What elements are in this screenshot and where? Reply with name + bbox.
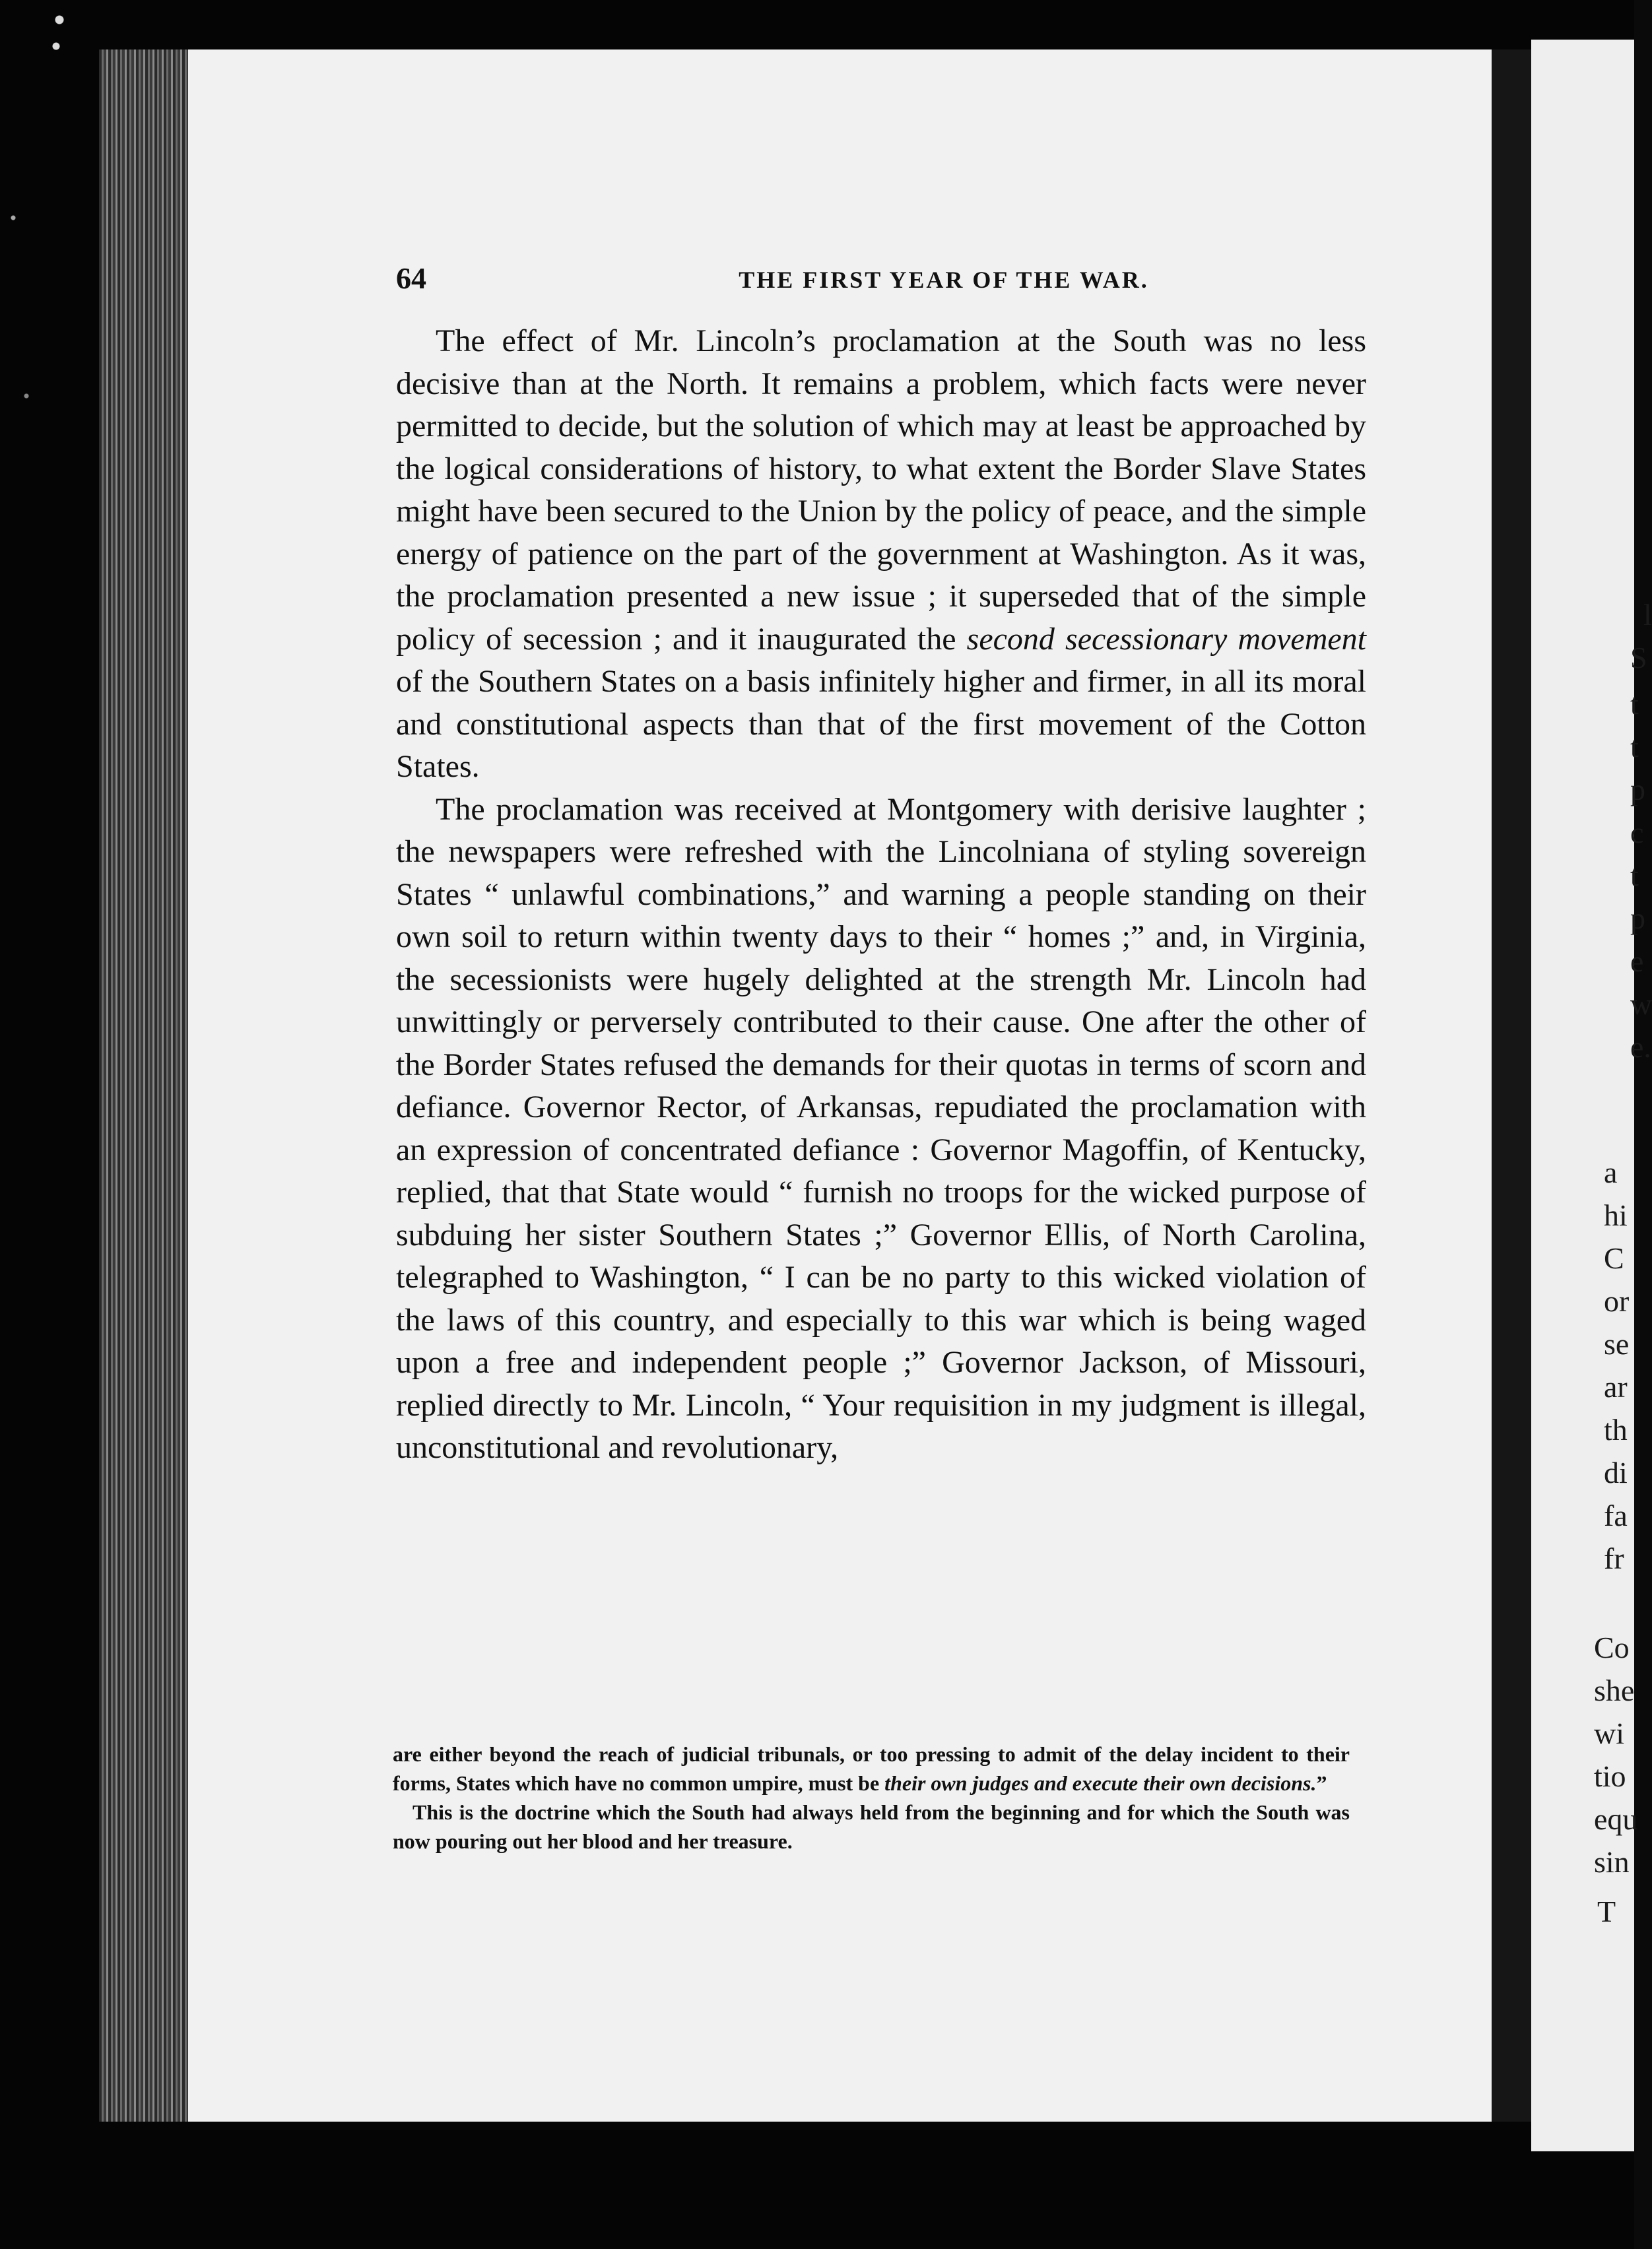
facing-page-text: fa (1604, 1499, 1628, 1532)
paragraph-1: The effect of Mr. Lincoln’s proclamation at the South was no less decisive than at the North. It remains a problem, which facts were never permitted to decide, but the solution of which may at least be approached by the logical considerations of history, to what extent the Border Slave States might have been secured to the Union by the policy of peace, and the simple energy of patience on the part of the government at Washington. As it was, the proclamation presented a new issue ; it superseded that of the simple policy of secession ; and it inaugurated the second secessionary movement of the Southern States on a basis infinitely higher and firmer, in all its moral and constitutional aspects than that of the first movement of the Cotton States. (396, 323, 1366, 784)
facing-page-fragment (1531, 40, 1652, 2151)
facing-page-text: th (1604, 1413, 1628, 1447)
facing-page-text: hi (1604, 1198, 1628, 1232)
facing-page-text: l (1643, 598, 1652, 632)
scan-edge-noise (0, 0, 99, 2249)
facing-page-text: wi (1594, 1716, 1624, 1750)
facing-page-text: she (1594, 1674, 1635, 1707)
page-gutter (1492, 49, 1531, 2122)
facing-page-text: e (1630, 944, 1644, 978)
facing-page-text: se (1604, 1327, 1630, 1361)
facing-page-text: ar (1604, 1370, 1628, 1404)
paragraph-2: The proclamation was received at Montgomery with derisive laughter ; the newspapers were refreshed with the Lincolniana of styling sovereign States “ unlawful combinations,” and warning a people standing on their own soil to return within twenty days to their “ homes ;” and, in Virginia, the secessionists were hugely delighted at the strength Mr. Lincoln had unwittingly or perversely contributed to their cause. One after the other of the Border States refused the demands for their quotas in terms of scorn and defiance. Governor Rector, of Arkansas, repudiated the proclamation with an expression of concentrated defiance : Governor Magoffin, of Kentucky, replied, that that State would “ furnish no troops for the wicked purpose of subduing her sister Southern States ;” Governor Ellis, of North Carolina, telegraphed to Washington, “ I can be no party to this wicked violation of the laws of this country, and especially to this war which is being waged upon a free and independent people ;” Governor Jackson, of Missouri, replied directly to Mr. Lincoln, “ Your requisition in my judgment is illegal, unconstitutional and revolutionary, (396, 791, 1366, 1465)
facing-page-text: w (1630, 987, 1652, 1021)
facing-page-text: or (1604, 1284, 1630, 1318)
page-edges-binding (99, 49, 188, 2122)
footnote-paragraph-1: are either beyond the reach of judicial tribunals, or too pressing to admit of the delay incident to their forms, States which have no common umpire, must be their own judges and execute their own decisions.” (393, 1742, 1350, 1795)
facing-page-text: p (1630, 901, 1645, 935)
body-text (396, 320, 1366, 1470)
footnote (393, 1740, 1350, 1856)
facing-page-text: di (1604, 1456, 1628, 1489)
emphasis-text: second secessionary movement (966, 621, 1366, 657)
facing-page-text: t (1630, 687, 1639, 721)
facing-page-text: C (1604, 1241, 1624, 1275)
facing-page-text: Co (1594, 1631, 1630, 1664)
facing-page-text: a (1604, 1156, 1618, 1189)
facing-page-text: S (1630, 641, 1647, 674)
facing-page-text: equ (1594, 1802, 1638, 1836)
page-header (396, 261, 1492, 300)
footnote-paragraph-2: This is the doctrine which the South had always held from the beginning and for which the South was now pouring out her blood and her treasure. (393, 1800, 1350, 1853)
facing-page-text: T (1597, 1895, 1616, 1928)
facing-page-text: p (1630, 773, 1645, 806)
facing-page-text: t (1630, 730, 1639, 764)
facing-page-text: e. (1630, 1030, 1651, 1064)
footnote-emphasis: their own judges and execute their own decisions. (884, 1771, 1317, 1795)
facing-page-text: sin (1594, 1845, 1630, 1879)
running-head: THE FIRST YEAR OF THE WAR. (739, 267, 1149, 293)
facing-page-text: tio (1594, 1759, 1626, 1793)
page-number: 64 (396, 261, 426, 295)
facing-page-text: t (1630, 859, 1639, 892)
facing-page-text: fr (1604, 1542, 1624, 1575)
facing-page-text: c (1630, 816, 1644, 849)
